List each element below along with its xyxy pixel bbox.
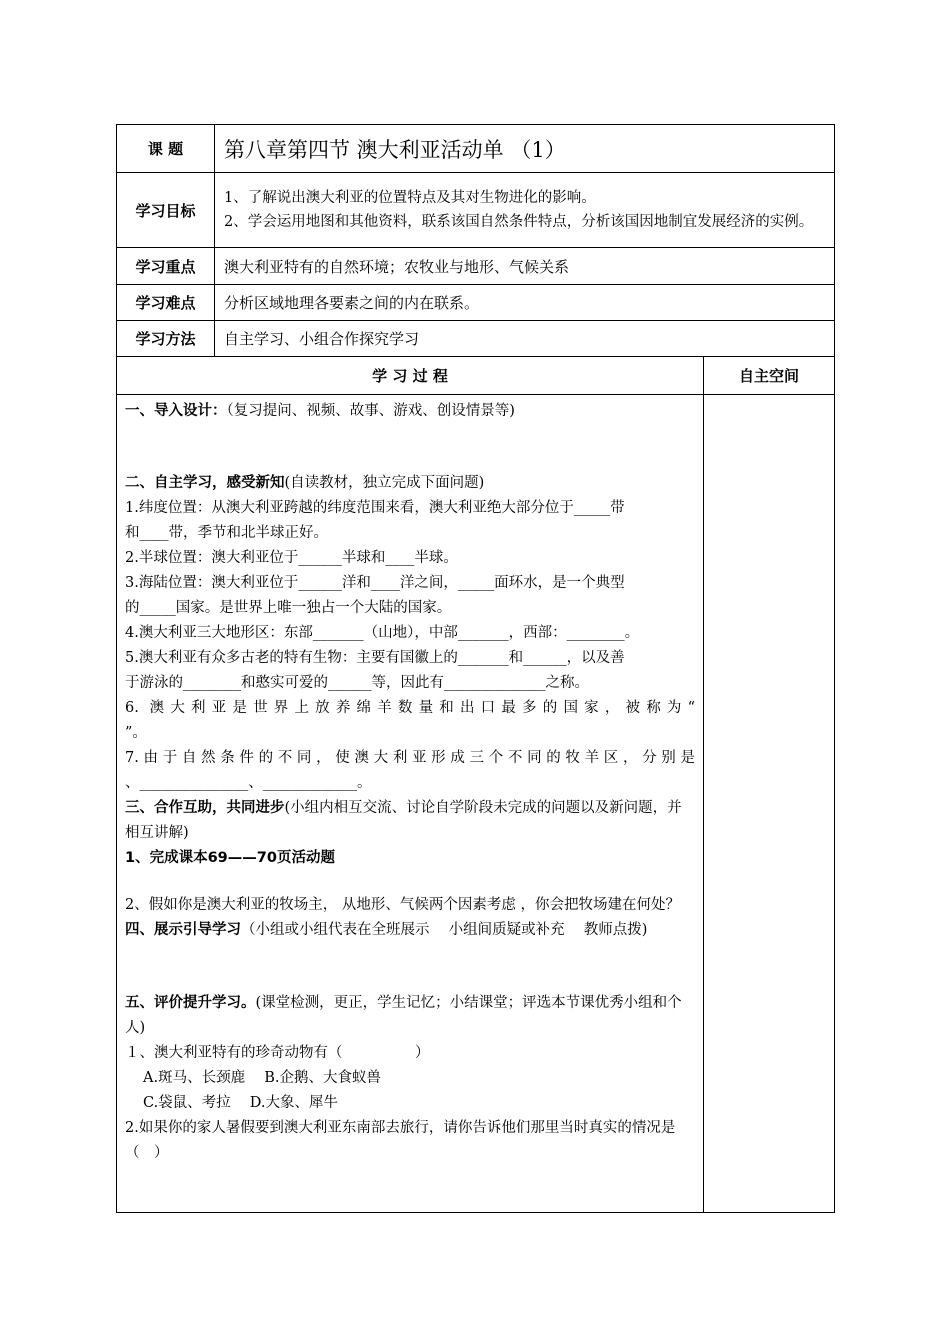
task-2: 2、假如你是澳大利亚的牧场主， 从地形、气候两个因素考虑 ，你会把牧场建在何处？ — [125, 897, 680, 913]
question-5-line-2: 于游泳的________和憨实可爱的______等，因此有______________之称。 — [125, 675, 589, 691]
process-content — [117, 395, 704, 1213]
question-5-line-1: 5.澳大利亚有众多古老的特有生物：主要有国徽上的_______和______，以及善 — [125, 650, 625, 666]
side-space-header: 自主空间 — [704, 357, 835, 395]
key-points-value: 澳大利亚特有的自然环境；农牧业与地形、气候关系 — [215, 248, 835, 285]
task-1: 1、完成课本69——70页活动题 — [125, 850, 335, 866]
question-3-line-1: 3.海陆位置：澳大利亚位于______洋和____洋之间，_____面环水，是一个典型 — [125, 575, 625, 591]
section-presentation-heading: 四、展示引导学习 — [125, 922, 241, 938]
process-body-row — [117, 395, 835, 1213]
method-row — [117, 321, 835, 357]
objectives-row — [117, 173, 835, 248]
objective-item-2: 2、学会运用地图和其他资料，联系该国自然条件特点，分析该国因地制宜发展经济的实例。 — [224, 214, 814, 230]
worksheet-table — [116, 124, 835, 1213]
section-evaluation — [125, 991, 695, 1041]
objectives-label: 学习目标 — [117, 173, 215, 248]
question-2: 2.半球位置：澳大利亚位于______半球和____半球。 — [125, 550, 458, 566]
section-self-study-heading: 二、自主学习，感受新知 — [125, 475, 285, 491]
section-presentation — [125, 918, 695, 943]
worksheet — [116, 124, 834, 1213]
key-points-row — [117, 248, 835, 285]
objectives-value — [215, 173, 835, 248]
exercise-1-options-ab: A.斑马、长颈鹿 B.企鹅、大食蚁兽 — [143, 1070, 381, 1086]
section-presentation-text: （小组或小组代表在全班展示 小组间质疑或补充 教师点拨) — [241, 922, 648, 938]
section-self-study — [125, 471, 695, 496]
section-intro-text: （复习提问、视频、故事、游戏、创设情景等) — [226, 403, 515, 419]
section-intro — [125, 399, 695, 424]
question-1-line-1: 1.纬度位置：从澳大利亚跨越的纬度范围来看，澳大利亚绝大部分位于_____带 — [125, 500, 625, 516]
question-6-line-1: 6. 澳大利亚是世界上放养绵羊数量和出口最多的国家，被称为“ — [125, 700, 695, 716]
topic-value: 第八章第四节 澳大利亚活动单 （1） — [215, 125, 835, 173]
section-cooperation-text: (小组内相互交流、讨论自学阶段未完成的问题以及新问题，并相互讲解) — [125, 800, 682, 841]
topic-row — [117, 125, 835, 173]
exercise-1: １、澳大利亚特有的珍奇动物有（ ） — [125, 1045, 430, 1061]
section-evaluation-text: (课堂检测，更正，学生记忆；小结课堂；评选本节课优秀小组和个人) — [125, 995, 682, 1036]
section-evaluation-heading: 五、评价提升学习。 — [125, 995, 256, 1011]
question-6-line-2: ”。 — [125, 725, 147, 741]
method-value: 自主学习、小组合作探究学习 — [215, 321, 835, 357]
process-header: 学 习 过 程 — [117, 357, 704, 395]
question-3-line-2: 的_____国家。是世界上唯一独占一个大陆的国家。 — [125, 600, 452, 616]
difficulties-label: 学习难点 — [117, 285, 215, 321]
difficulties-value: 分析区域地理各要素之间的内在联系。 — [215, 285, 835, 321]
section-cooperation — [125, 796, 695, 846]
difficulties-row — [117, 285, 835, 321]
question-7-line-2: 、_______________、_____________。 — [125, 775, 372, 791]
question-4: 4.澳大利亚三大地形区：东部_______（山地），中部_______，西部：________。 — [125, 625, 640, 641]
question-7-line-1: 7.由于自然条件的不同，使澳大利亚形成三个不同的牧羊区，分别是 — [125, 750, 695, 766]
process-header-row — [117, 357, 835, 395]
question-1-line-2: 和____带，季节和北半球正好。 — [125, 525, 328, 541]
exercise-2: 2.如果你的家人暑假要到澳大利亚东南部去旅行，请你告诉他们那里当时真实的情况是（ ） — [125, 1120, 676, 1161]
section-self-study-text: (自读教材，独立完成下面问题) — [284, 475, 485, 491]
side-space-cell — [704, 395, 835, 1213]
topic-label: 课 题 — [117, 125, 215, 173]
section-cooperation-heading: 三、合作互助，共同进步 — [125, 800, 285, 816]
method-label: 学习方法 — [117, 321, 215, 357]
section-intro-heading: 一、导入设计： — [125, 403, 227, 419]
objective-item-1: 1、了解说出澳大利亚的位置特点及其对生物进化的影响。 — [224, 190, 596, 206]
key-points-label: 学习重点 — [117, 248, 215, 285]
exercise-1-options-cd: C.袋鼠、考拉 D.大象、犀牛 — [143, 1095, 339, 1111]
